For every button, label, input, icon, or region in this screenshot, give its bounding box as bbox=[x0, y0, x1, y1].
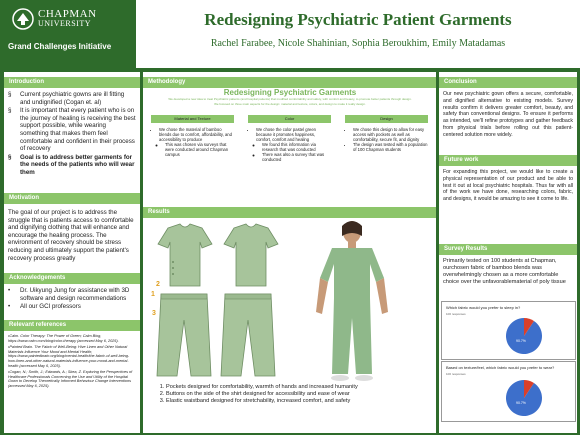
design-column-head: Design bbox=[345, 115, 428, 123]
pants-illustration bbox=[155, 292, 280, 380]
chart-title: Based on texture/feel, which fabric would you prefer to wear? bbox=[446, 365, 555, 370]
chart-subtitle: 100 responses bbox=[446, 312, 466, 316]
chapman-emblem-icon bbox=[12, 8, 34, 30]
initiative-label: Grand Challenges Initiative bbox=[8, 42, 112, 51]
chart-subtitle: 100 responses bbox=[446, 372, 466, 376]
material-column-head: Material and Texture bbox=[151, 115, 234, 123]
reference-item: •Painted Brain. The Fabric of Well-Being: Hive Linen and Other Natural Materials Influence Your Mood and Mental Health; https://www.paintedbrain.org/blog/mental-health/the-fabric-of-well-being-how-linen-and-other-natural-materials-influence-your-mood-and-mental-health (accessed May 6, 2025). bbox=[8, 345, 130, 368]
references-heading: Relevant references bbox=[4, 320, 140, 331]
figure-label: 3 bbox=[152, 310, 156, 317]
methodology-heading: Methodology bbox=[143, 77, 436, 88]
results-item: 2. Buttons on the side of the shirt designed for accessibility and ease of wear bbox=[166, 391, 396, 398]
acknowledgements-text bbox=[8, 287, 136, 312]
references-text bbox=[8, 334, 136, 389]
pie-chart-1 bbox=[441, 301, 576, 360]
design-column-text: • We chose this design to allow for easy access with pockets as well as comfortability, secure fit, and dignity • The design was tested with a population of 100 Chapman students bbox=[345, 127, 428, 152]
color-column-head: Color bbox=[248, 115, 331, 123]
pie-data-label: 90.7% bbox=[516, 401, 526, 405]
future-work-heading: Future work bbox=[439, 155, 577, 166]
acknowledgement-item: • Dr. Uikyung Jung for assistance with 3D software and design recommendations bbox=[8, 287, 136, 302]
color-column-text: • We chose the color pastel green because it promotes happiness, comfort, comfort and healing ◦ We found this information via research that was conducted ◦ There was also a survey that was conducted bbox=[248, 127, 331, 162]
motivation-text: The goal of our project is to address the struggle that is patients access to comfortable and dignifying clothing that will enhance and encourage the healing process. The environment of recovery should be stress reducing and ultimately support the patient's recovery process greatly bbox=[8, 209, 134, 262]
future-work-text: For expanding this project, we would like to create a physical representation of our product and be able to test it out at local psychiatric hospitals. Thus far with all of the work we have done, researching colors, fabric, and designs, it would be amazing to see it come to life. bbox=[443, 169, 573, 203]
poster-authors: Rachel Farabee, Nicole Shahinian, Sophia Beroukhim, Emily Matadamas bbox=[210, 38, 506, 49]
poster-title: Redesigning Psychiatric Patient Garments bbox=[204, 10, 512, 29]
conclusion-text: Our new psychiatric gown offers a secure, comfortable, and dignified alternative to existing models. Survey results confirm it delivers greater comfort, beauty, and safety than conventional designs. To ensure it performs as intended, we'll refine prototypes and gather feedback from physical trials before rolling out this patient-centered solution more widely. bbox=[443, 91, 573, 138]
results-heading: Results bbox=[143, 207, 436, 218]
chart-title: Which fabric would you prefer to sleep in? bbox=[446, 305, 521, 310]
survey-results-heading: Survey Results bbox=[439, 244, 577, 255]
pie-chart-graphic bbox=[502, 316, 546, 356]
conclusion-heading: Conclusion bbox=[439, 77, 577, 88]
pie-data-label: 90.7% bbox=[516, 339, 526, 343]
survey-results-text: Primarily tested on 100 students at Chapman, ourchosen fabric of bamboo blends was overwhelmingly chosen as a more comfortable choice over the unfavorablematerial of poly tissue bbox=[443, 258, 566, 285]
poster-header bbox=[0, 0, 580, 68]
introduction-bullet: § It is important that every patient who is on the journey of healing is receiving the best support possible, while wearing something that makes them feel comfortable and confident in their process of recovery bbox=[8, 107, 136, 153]
acknowledgements-heading: Acknowledgements bbox=[4, 273, 140, 284]
introduction-bullet: § Goal is to address better garments for the needs of the patients who will wear them bbox=[8, 154, 136, 177]
acknowledgement-item: • All our GCI professors bbox=[8, 303, 136, 311]
reference-item: •Cogan, N.; Smith, J.; Edwards, A.; Skea, Z. Exploring the Perspectives of Healthcare Professionals Concerning the Use and Utility of the Hospital Gown to Develop Theoretically Informed Behaviour Change Interventions (accessed May 6, 2025). bbox=[8, 370, 133, 388]
shirt-illustration bbox=[150, 222, 280, 290]
pie-chart-2 bbox=[441, 361, 576, 422]
figure-label: 2 bbox=[156, 281, 160, 288]
methodology-title: Redesigning Psychiatric Garments bbox=[223, 88, 357, 97]
methodology-subtitle: We developed a new idea to treat Psychiatric patients (and hospital patients) that modified comfortability and safety, with comfort and beauty, to promote better patients through design. We focused on three main aspects for the design: material and texture, colors, and design to make it really design. bbox=[168, 97, 412, 106]
material-column-text: • We chose the material of bamboo blends due to comfort, affordability, and accessibility to produce ◦ This was chosen via surveys that were conducted around Chapman campus bbox=[151, 127, 234, 157]
model-3d-render bbox=[298, 218, 406, 384]
results-list bbox=[156, 384, 396, 404]
introduction-heading: Introduction bbox=[4, 77, 140, 88]
motivation-heading: Motivation bbox=[4, 193, 140, 204]
pie-chart-graphic bbox=[502, 378, 546, 418]
results-item: 3. Elastic waistband designed for stretchability, increased comfort, and safety bbox=[166, 398, 396, 405]
reference-item: •Calm. Color Therapy: The Power of Green; Calm Blog, https://www.calm.com/blog/color-therapy (accessed May 6, 2025). bbox=[8, 334, 119, 343]
logo-wordmark: CHAPMAN UNIVERSITY bbox=[38, 8, 97, 28]
introduction-bullet: § Current psychiatric gowns are ill fitting and undignified (Cogan et. al) bbox=[8, 91, 136, 106]
introduction-text bbox=[8, 91, 136, 178]
figure-label: 1 bbox=[151, 291, 155, 298]
results-item: 1. Pockets designed for comfortability, warmth of hands and increased humanity bbox=[166, 384, 396, 391]
chapman-logo bbox=[0, 0, 136, 68]
